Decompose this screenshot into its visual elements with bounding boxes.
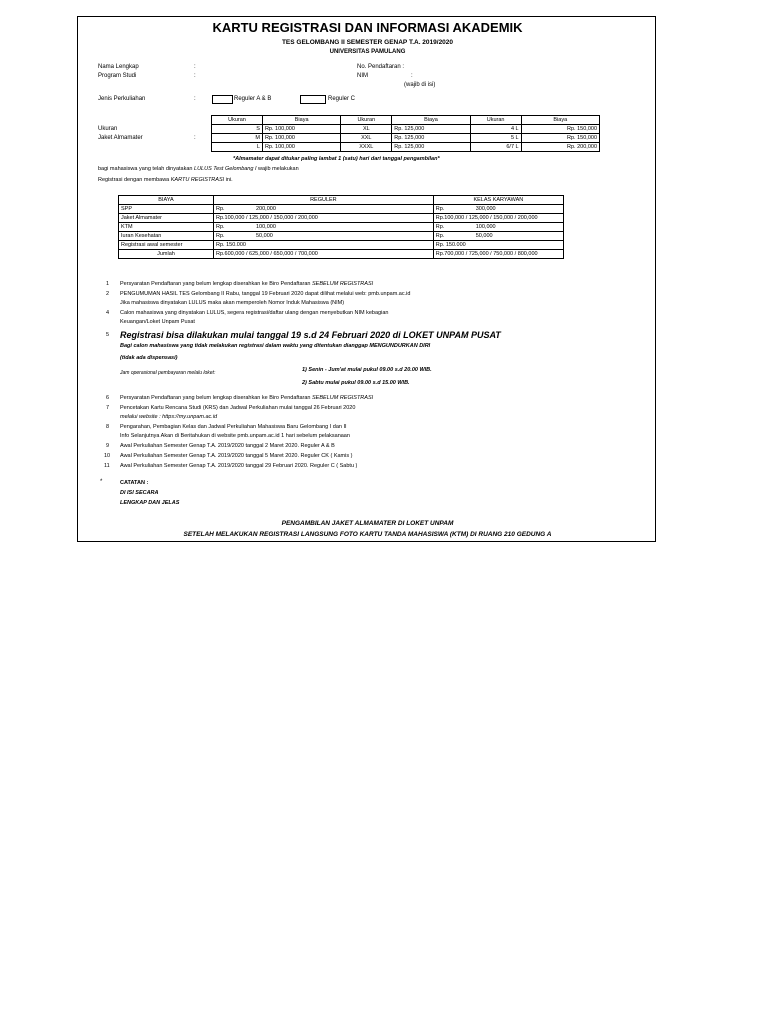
size-cell: 4 L (470, 125, 521, 134)
price-cell: Rp. 100,000 (262, 125, 340, 134)
fee-amount: 50,000 (254, 232, 433, 241)
footer-jaket: PENGAMBILAN JAKET ALMAMATER DI LOKET UNPAM (281, 520, 454, 527)
wajib-note: (wajib di isi) (404, 82, 436, 88)
list-item: Jika mahasiswa dinyatakan LULUS maka akan memperoleh Nomor Induk Mahasiswa (NIM) (120, 300, 345, 306)
list-number: 7 (106, 405, 110, 411)
list-number: 4 (106, 310, 110, 316)
prodi-colon: : (194, 73, 196, 79)
list-item: Bagi calon mahasiswa yang tidak melakukan registrasi dalam waktu yang ditentukan dianggap MENGUNDURKAN DIRI (120, 343, 431, 349)
price-cell: Rp. 125,000 (392, 134, 470, 143)
size-cell: 5 L (470, 134, 521, 143)
list-item: Calon mahasiswa yang dinyatakan LULUS, segera registrasi/daftar ulang dengan menyebutkan NIM kebagian (120, 310, 389, 316)
fee-currency: Rp. (433, 205, 474, 214)
fee-total-karyawan: Rp.700,000 / 725,000 / 750,000 / 800,000 (433, 250, 563, 259)
fee-amount: 100,000 (254, 223, 433, 232)
price-cell: Rp. 100,000 (262, 134, 340, 143)
almamater-note: *Almamater dapat ditukar paling lambat 1 (satu) hari dari tanggal pengambilan* (233, 156, 440, 162)
jam-label: Jam operasional pembayaran melalu loket: (120, 370, 216, 376)
fee-item: Registrasi awal semester (119, 241, 214, 250)
fee-amount: 300,000 (474, 205, 564, 214)
fee-amount: Rp. 150.000 (433, 241, 563, 250)
fee-currency: Rp. (433, 232, 474, 241)
list-item: melalui website : https://my.unpam.ac.id (120, 414, 218, 420)
table-row (212, 143, 600, 152)
table-row (212, 134, 600, 143)
price-cell: Rp. 200,000 (521, 143, 599, 152)
list-item: PENGUMUMAN HASIL TES Gelombang II Rabu, tanggal 19 Februari 2020 dapat dilihat melalui web: pmb.unpam.ac.id (120, 291, 411, 297)
list-number: 2 (106, 291, 110, 297)
fee-item: Jaket Almamater (119, 214, 214, 223)
list-item: (tidak ada dispensasi) (120, 355, 178, 361)
price-cell: Rp. 100,000 (262, 143, 340, 152)
note-star: * (100, 479, 103, 485)
table-row (119, 223, 564, 232)
fee-total-label: Jumlah (119, 250, 214, 259)
intro-line-1: bagi mahasiswa yang telah dinyatakan LULUS Test Gelombang I wajib melakukan (98, 166, 299, 172)
registration-card (77, 16, 656, 542)
reguler-c-label: Reguler C (328, 96, 356, 102)
fee-amount: 50,000 (474, 232, 564, 241)
card-subtitle: TES GELOMBANG II SEMESTER GENAP T.A. 2019/2020 (281, 39, 454, 46)
university-name: UNIVERSITAS PAMULANG (329, 49, 406, 55)
fee-header-biaya: BIAYA (119, 196, 214, 205)
list-item: Pencetakan Kartu Rencana Studi (KRS) dan Jadwal Perkuliahan mulai tanggal 26 Februari 2020 (120, 405, 356, 411)
ukuran-label: Ukuran (98, 126, 118, 132)
reguler-c-checkbox[interactable] (300, 95, 326, 104)
fee-amount: Rp.100,000 / 125,000 / 150,000 / 200,000 (433, 214, 563, 223)
jaket-colon: : (194, 135, 196, 141)
intro-line-2: Registrasi dengan membawa KARTU REGISTRASI ini. (98, 177, 233, 183)
list-item: Persyaratan Pendaftaran yang belum lengkap diserahkan ke Biro Pendaftaran SEBELUM REGISTRASI (120, 281, 374, 287)
table-row (119, 205, 564, 214)
list-item: Awal Perkuliahan Semester Genap T.A. 2019/2020 tanggal 2 Maret 2020. Reguler A & B (120, 443, 335, 449)
list-item: Pengarahan, Pembagian Kelas dan Jadwal Perkuliahan Mahasiswa Baru Gelombang I dan II (120, 424, 347, 430)
no-pendaftaran-label: No. Pendaftaran : (357, 64, 405, 70)
fee-amount: 200,000 (254, 205, 433, 214)
fee-item: SPP (119, 205, 214, 214)
size-header: Ukuran (341, 116, 392, 125)
fee-total-reguler: Rp.600,000 / 625,000 / 650,000 / 700,000 (214, 250, 434, 259)
size-table (211, 115, 600, 152)
list-number: 11 (104, 463, 110, 469)
fee-table (118, 195, 564, 259)
fee-header-reguler: REGULER (214, 196, 434, 205)
size-header: Ukuran (470, 116, 521, 125)
jam-weekday: 1) Senin - Jum'at mulai pukul 09.00 s.d 20.00 WIB. (302, 367, 432, 373)
nim-label: NIM (357, 73, 368, 79)
list-item: Info Selanjutnya Akan di Beritahukan di website pmb.unpam.ac.id 1 hari sebelum pelaksanaan (120, 433, 350, 439)
list-number: 6 (106, 395, 110, 401)
size-cell: M (212, 134, 263, 143)
nim-colon: : (411, 73, 413, 79)
table-row (119, 214, 564, 223)
size-cell: 6/7 L (470, 143, 521, 152)
price-cell: Rp. 125,000 (392, 143, 470, 152)
price-cell: Rp. 150,000 (521, 125, 599, 134)
size-cell: XL (341, 125, 392, 134)
jenis-label: Jenis Perkuliahan (98, 96, 146, 102)
fee-currency: Rp. (214, 232, 255, 241)
nama-label: Nama Lengkap (98, 64, 139, 70)
jenis-colon: : (194, 96, 196, 102)
list-item: Registrasi bisa dilakukan mulai tanggal 19 s.d 24 Februari 2020 di LOKET UNPAM PUSAT (120, 330, 501, 340)
jam-saturday: 2) Sabtu mulai pukul 09.00 s.d 15.00 WIB. (302, 380, 410, 386)
fee-amount: Rp. 150.000 (214, 241, 434, 250)
catatan-label: CATATAN : (120, 480, 149, 486)
prodi-label: Program Studi (98, 73, 137, 79)
list-number: 9 (106, 443, 110, 449)
fee-currency: Rp. (214, 223, 255, 232)
fee-currency: Rp. (214, 205, 255, 214)
table-row (212, 125, 600, 134)
fee-amount: Rp.100,000 / 125,000 / 150,000 / 200,000 (214, 214, 434, 223)
catatan-line-1: DI ISI SECARA (120, 490, 159, 496)
nama-colon: : (194, 64, 196, 70)
list-number: 8 (106, 424, 110, 430)
price-cell: Rp. 125,000 (392, 125, 470, 134)
list-item: Persyaratan Pendaftaran yang belum lengkap diserahkan ke Biro Pendaftaran SEBELUM REGISTRASI (120, 395, 374, 401)
size-cell: S (212, 125, 263, 134)
fee-item: KTM (119, 223, 214, 232)
fee-header-karyawan: KELAS KARYAWAN (433, 196, 563, 205)
table-row (119, 241, 564, 250)
price-header: Biaya (392, 116, 470, 125)
table-row (119, 232, 564, 241)
list-item: Awal Perkuliahan Semester Genap T.A. 2019/2020 tanggal 5 Maret 2020. Reguler CK ( Kamis ) (120, 453, 353, 459)
footer-ktm: SETELAH MELAKUKAN REGISTRASI LANGSUNG FOTO KARTU TANDA MAHASISWA (KTM) DI RUANG 210 GEDUNG A (183, 531, 552, 538)
size-header: Ukuran (212, 116, 263, 125)
price-header: Biaya (262, 116, 340, 125)
list-item: Awal Perkuliahan Semester Genap T.A. 2019/2020 tanggal 29 Februari 2020. Reguler C ( Sabtu ) (120, 463, 358, 469)
size-cell: XXL (341, 134, 392, 143)
table-row (119, 250, 564, 259)
fee-amount: 100,000 (474, 223, 564, 232)
fee-currency: Rp. (433, 223, 474, 232)
list-number: 1 (106, 281, 110, 287)
list-item: Keuangan/Loket Unpam Pusat (120, 319, 195, 325)
price-cell: Rp. 150,000 (521, 134, 599, 143)
size-cell: XXXL (341, 143, 392, 152)
reguler-ab-label: Reguler A & B (234, 96, 272, 102)
list-number: 5 (106, 332, 110, 338)
jaket-label: Jaket Almamater (98, 135, 143, 141)
reguler-ab-checkbox[interactable] (212, 95, 233, 104)
list-number: 10 (104, 453, 111, 459)
fee-item: Iuran Kesehatan (119, 232, 214, 241)
price-header: Biaya (521, 116, 599, 125)
card-title: KARTU REGISTRASI DAN INFORMASI AKADEMIK (212, 20, 523, 35)
catatan-line-2: LENGKAP DAN JELAS (120, 500, 180, 506)
size-cell: L (212, 143, 263, 152)
